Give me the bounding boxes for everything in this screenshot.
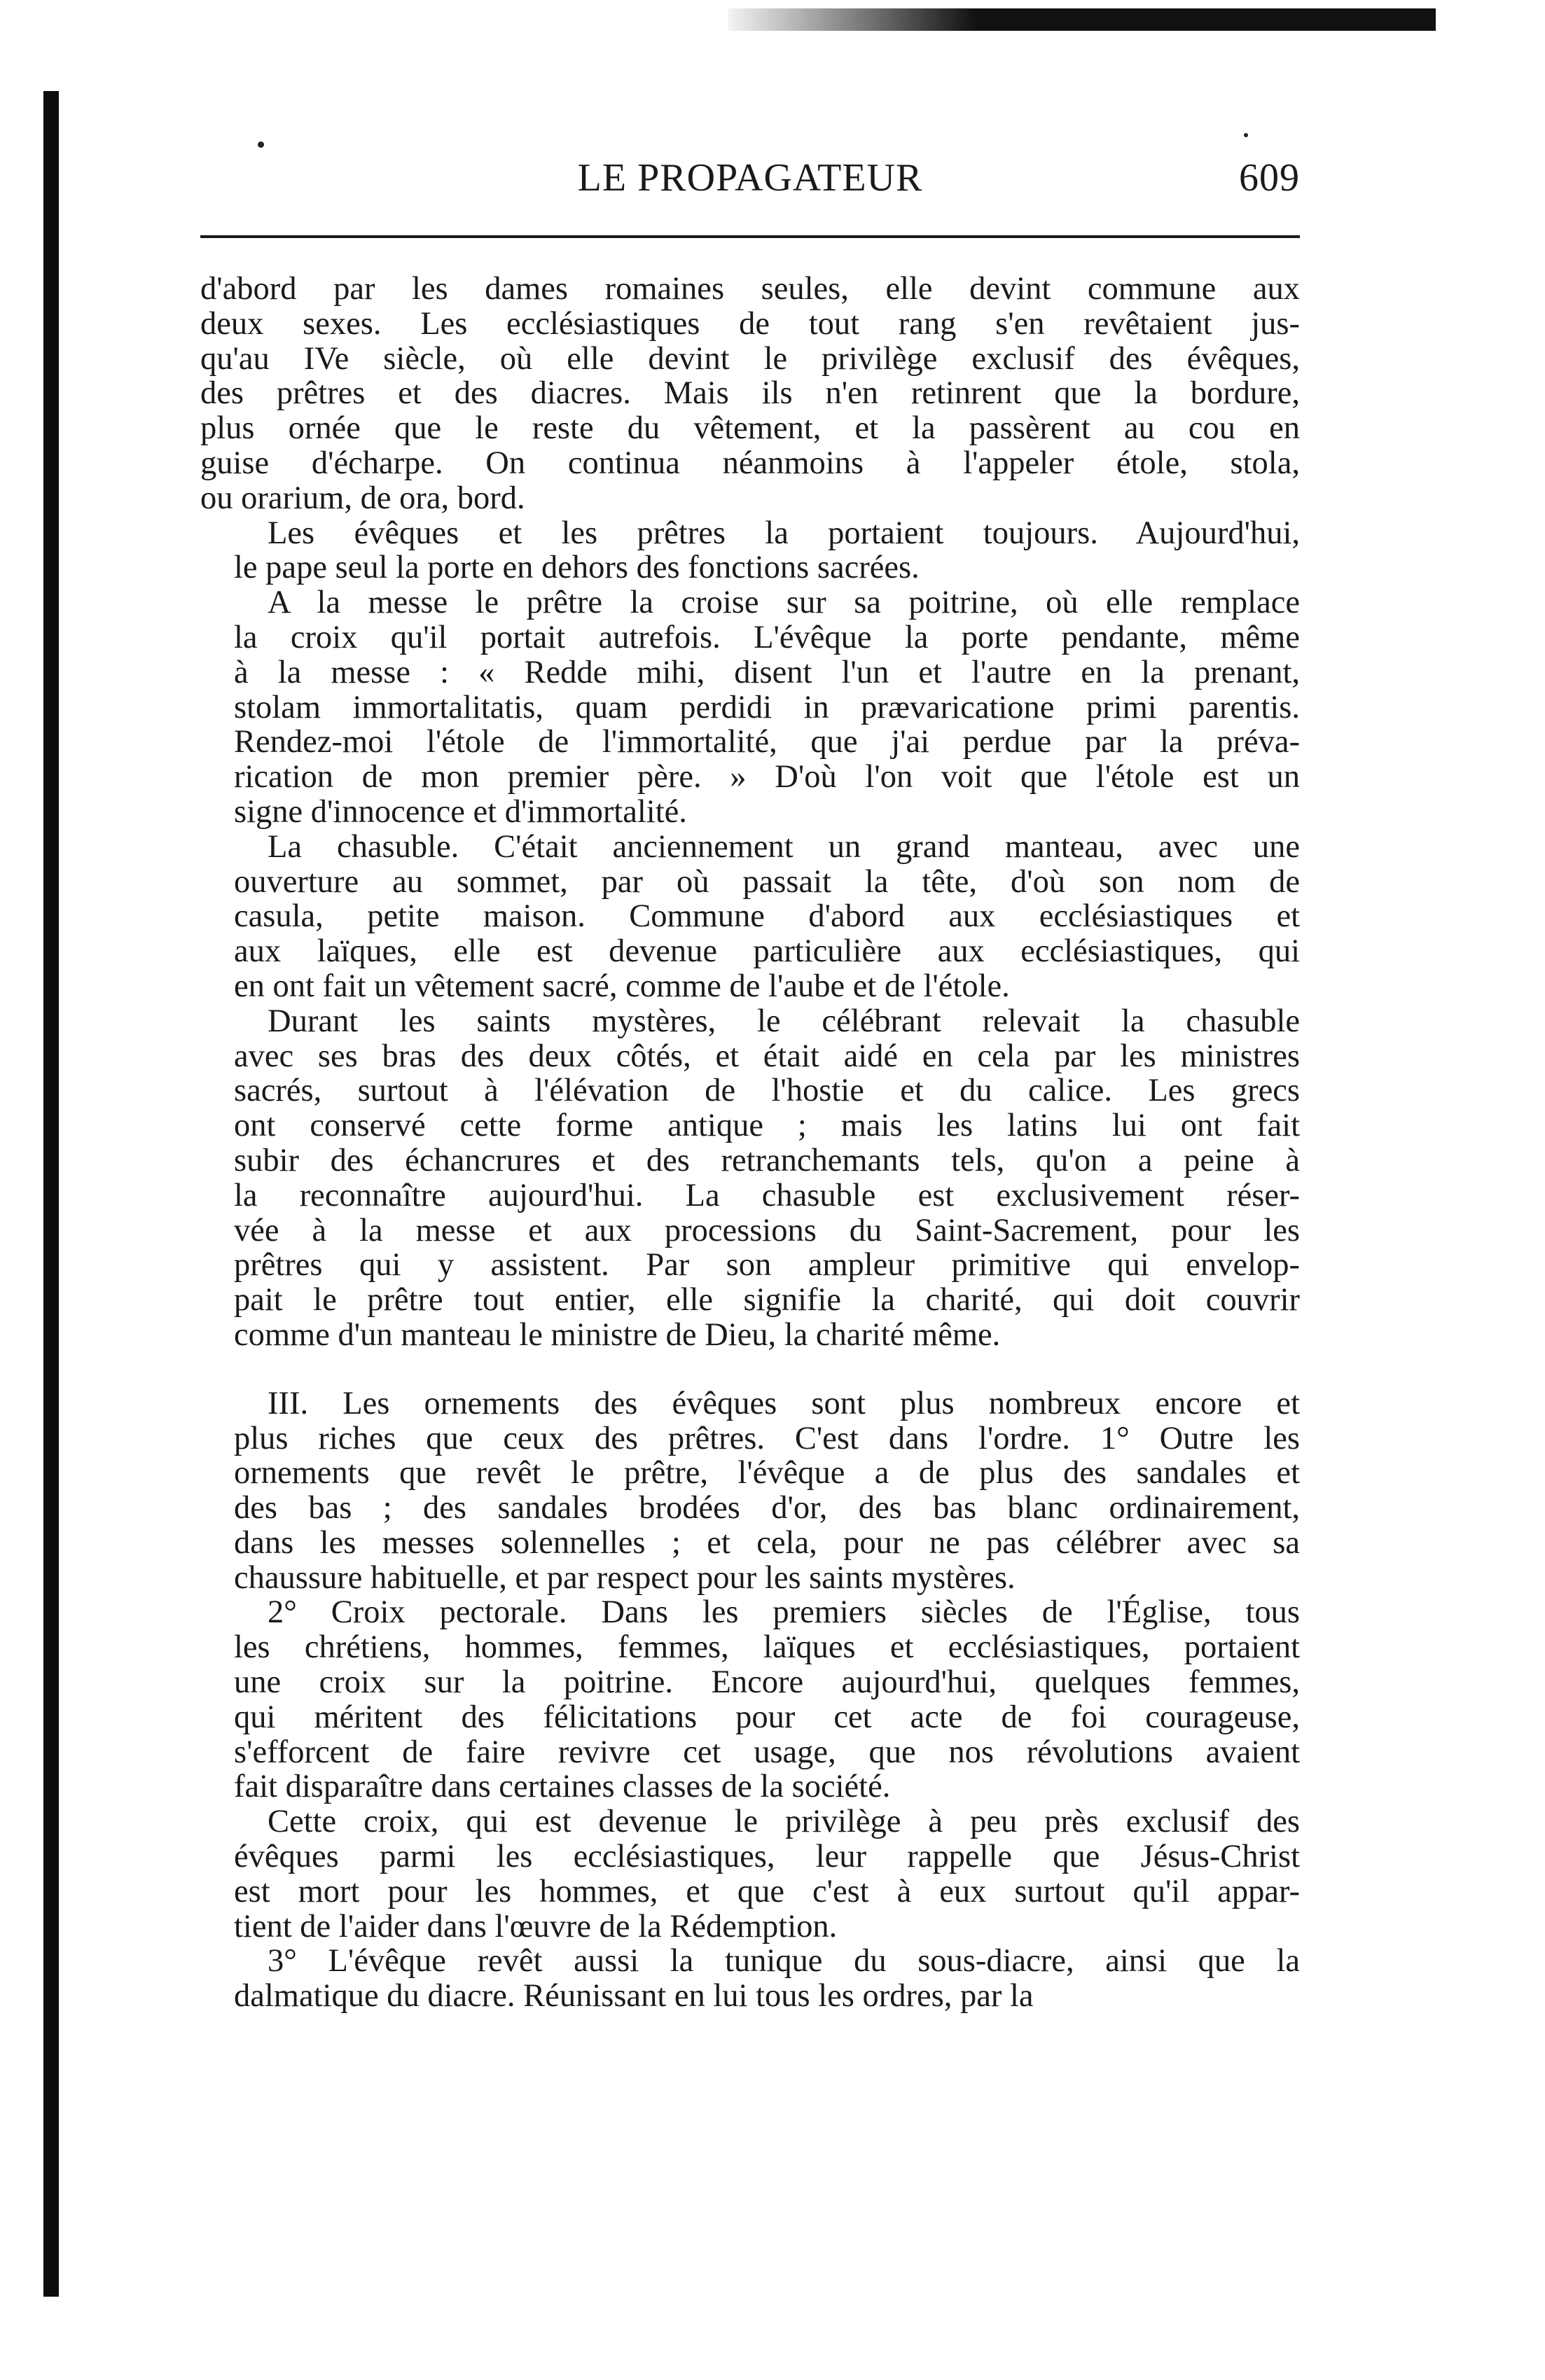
text-line: La chasuble. C'était anciennement un grand manteau, avec une — [268, 828, 1300, 865]
text-line: stolam immortalitatis, quam perdidi in prævaricatione primi parentis. — [234, 689, 1300, 725]
text-line: tient de l'aider dans l'œuvre de la Rédemption. — [234, 1908, 838, 1944]
text-line: A la messe le prêtre la croise sur sa poitrine, où elle remplace — [268, 585, 1300, 621]
running-title: LE PROPAGATEUR — [577, 156, 923, 200]
text-line: d'abord par les dames romaines seules, elle devint commune aux — [200, 271, 1300, 307]
text-line: comme d'un manteau le ministre de Dieu, la charité même. — [234, 1316, 1001, 1353]
text-line: la croix qu'il portait autrefois. L'évêque la porte pendante, même — [234, 619, 1300, 655]
paragraph — [200, 585, 1300, 830]
text-line: le pape seul la porte en dehors des fonctions sacrées. — [234, 550, 920, 586]
text-line: Les évêques et les prêtres la portaient toujours. Aujourd'hui, — [268, 515, 1300, 551]
text-line: dalmatique du diacre. Réunissant en lui tous les ordres, par la — [234, 1978, 1034, 2014]
text-line: deux sexes. Les ecclésiastiques de tout rang s'en revêtaient jus- — [200, 305, 1300, 342]
text-line: guise d'écharpe. On continua néanmoins à l'appeler étole, stola, — [200, 445, 1300, 481]
text-line: ont conservé cette forme antique ; mais les latins lui ont fait — [234, 1108, 1300, 1144]
page-number: 609 — [1239, 156, 1300, 200]
text-line: 2° Croix pectorale. Dans les premiers siècles de l'Église, tous — [268, 1594, 1300, 1631]
header-rule — [200, 235, 1300, 238]
text-line: III. Les ornements des évêques sont plus nombreux encore et — [268, 1385, 1300, 1421]
text-line: chaussure habituelle, et par respect pour les saints mystères. — [234, 1559, 1016, 1596]
paragraph — [200, 830, 1300, 1004]
text-line: signe d'innocence et d'immortalité. — [234, 793, 687, 830]
text-line: Durant les saints mystères, le célébrant relevait la chasuble — [268, 1003, 1300, 1039]
text-line: évêques parmi les ecclésiastiques, leur rappelle que Jésus-Christ — [234, 1839, 1300, 1875]
text-line: casula, petite maison. Commune d'abord aux ecclésiastiques et — [234, 898, 1300, 935]
paragraph — [200, 1004, 1300, 1353]
text-line: rication de mon premier père. » D'où l'on voit que l'étole est un — [234, 759, 1300, 795]
text-line: Rendez-moi l'étole de l'immortalité, que j'ai perdue par la préva- — [234, 724, 1300, 760]
text-line: qui méritent des félicitations pour cet acte de foi courageuse, — [234, 1699, 1300, 1735]
text-line: avec ses bras des deux côtés, et était aidé en cela par les ministres — [234, 1038, 1300, 1074]
text-line: pait le prêtre tout entier, elle signifie la charité, qui doit couvrir — [234, 1282, 1300, 1318]
paragraph — [200, 1944, 1300, 2014]
text-line: des prêtres et des diacres. Mais ils n'en retinrent que la bordure, — [200, 375, 1300, 412]
text-line: vée à la messe et aux processions du Saint-Sacrement, pour les — [234, 1212, 1300, 1248]
text-line: ornements que revêt le prêtre, l'évêque a de plus des sandales et — [234, 1455, 1300, 1491]
paragraph — [200, 516, 1300, 586]
text-line: sacrés, surtout à l'élévation de l'hostie et du calice. Les grecs — [234, 1073, 1300, 1109]
body-text — [200, 272, 1300, 2014]
text-line: à la messe : « Redde mihi, disent l'un et l'autre en la prenant, — [234, 654, 1300, 690]
text-line: ouverture au sommet, par où passait la tête, d'où son nom de — [234, 863, 1300, 900]
paragraph — [200, 1804, 1300, 1944]
text-line: Cette croix, qui est devenue le privilège à peu près exclusif des — [268, 1804, 1300, 1840]
text-line: des bas ; des sandales brodées d'or, des bas blanc ordinairement, — [234, 1490, 1300, 1526]
text-line: ou orarium, de ora, bord. — [200, 480, 525, 516]
paragraph — [200, 1386, 1300, 1596]
running-head — [200, 155, 1300, 204]
scan-speck — [1244, 133, 1248, 137]
text-line: 3° L'évêque revêt aussi la tunique du sous-diacre, ainsi que la — [268, 1943, 1300, 1979]
text-line: en ont fait un vêtement sacré, comme de l'aube et de l'étole. — [234, 968, 1010, 1004]
text-line: plus riches que ceux des prêtres. C'est dans l'ordre. 1° Outre les — [234, 1420, 1300, 1456]
text-line: dans les messes solennelles ; et cela, pour ne pas célébrer avec sa — [234, 1524, 1300, 1561]
text-line: aux laïques, elle est devenue particulière aux ecclésiastiques, qui — [234, 933, 1300, 970]
scan-edge-top — [728, 8, 1436, 31]
paragraph — [200, 272, 1300, 516]
text-line: les chrétiens, hommes, femmes, laïques et ecclésiastiques, portaient — [234, 1629, 1300, 1666]
scan-speck — [258, 141, 264, 148]
text-line: s'efforcent de faire revivre cet usage, que nos révolutions avaient — [234, 1734, 1300, 1770]
text-line: est mort pour les hommes, et que c'est à eux surtout qu'il appar- — [234, 1873, 1300, 1909]
text-line: qu'au IVe siècle, où elle devint le privilège exclusif des évêques, — [200, 340, 1300, 377]
text-line: la reconnaître aujourd'hui. La chasuble est exclusivement réser- — [234, 1177, 1300, 1213]
text-line: fait disparaître dans certaines classes de la société. — [234, 1769, 891, 1805]
text-line: prêtres qui y assistent. Par son ampleur primitive qui envelop- — [234, 1247, 1300, 1283]
text-line: une croix sur la poitrine. Encore aujourd'hui, quelques femmes, — [234, 1664, 1300, 1701]
paragraph — [200, 1595, 1300, 1804]
text-line: subir des échancrures et des retranchemants tels, qu'on a peine à — [234, 1142, 1300, 1178]
scan-edge-left — [43, 91, 59, 2297]
text-line: plus ornée que le reste du vêtement, et la passèrent au cou en — [200, 410, 1300, 447]
